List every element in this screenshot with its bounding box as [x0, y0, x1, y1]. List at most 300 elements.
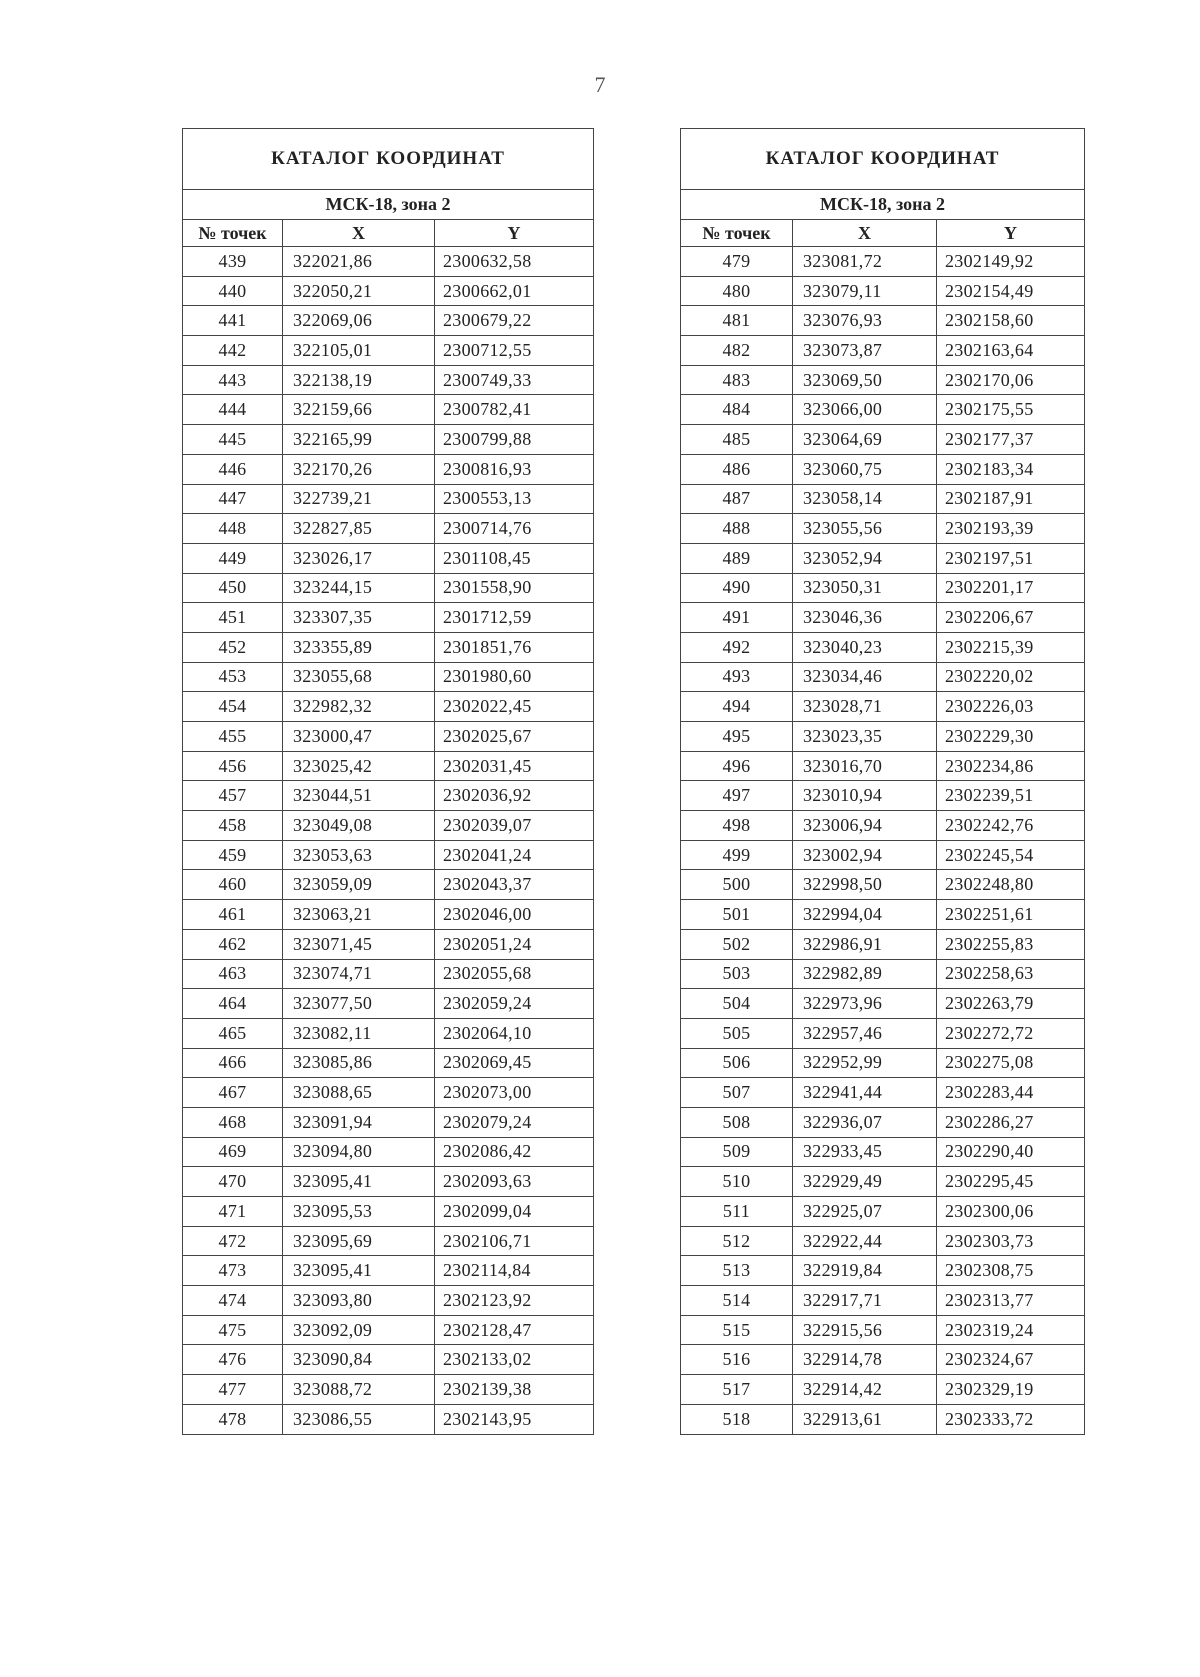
table-row [681, 722, 1085, 752]
point-number-cell: 448 [183, 514, 283, 544]
x-coordinate-cell: 323095,41 [283, 1256, 435, 1286]
x-coordinate-cell: 322915,56 [793, 1315, 937, 1345]
table-body [183, 247, 594, 1435]
point-number-cell: 484 [681, 395, 793, 425]
table-row [183, 1197, 594, 1227]
y-coordinate-cell: 2300816,93 [435, 454, 594, 484]
table-row [681, 514, 1085, 544]
x-coordinate-cell: 323092,09 [283, 1315, 435, 1345]
y-coordinate-cell: 2300749,33 [435, 365, 594, 395]
y-coordinate-cell: 2302303,73 [937, 1226, 1085, 1256]
table-row [681, 603, 1085, 633]
point-number-cell: 512 [681, 1226, 793, 1256]
coordinate-catalog-table-2 [680, 128, 1085, 1435]
y-coordinate-cell: 2302308,75 [937, 1256, 1085, 1286]
y-coordinate-cell: 2302025,67 [435, 722, 594, 752]
table-row [183, 900, 594, 930]
table-row [681, 306, 1085, 336]
x-coordinate-cell: 322165,99 [283, 425, 435, 455]
table-row [681, 1078, 1085, 1108]
y-coordinate-cell: 2302059,24 [435, 989, 594, 1019]
point-number-cell: 476 [183, 1345, 283, 1375]
x-coordinate-cell: 323086,55 [283, 1404, 435, 1434]
y-coordinate-cell: 2302193,39 [937, 514, 1085, 544]
table-row [681, 751, 1085, 781]
y-coordinate-cell: 2301558,90 [435, 573, 594, 603]
x-coordinate-cell: 323040,23 [793, 632, 937, 662]
table-row [681, 395, 1085, 425]
y-coordinate-cell: 2302036,92 [435, 781, 594, 811]
coordinate-catalog-table-1 [182, 128, 594, 1435]
point-number-cell: 514 [681, 1286, 793, 1316]
x-coordinate-cell: 323059,09 [283, 870, 435, 900]
x-coordinate-cell: 322952,99 [793, 1048, 937, 1078]
x-coordinate-cell: 322941,44 [793, 1078, 937, 1108]
x-coordinate-cell: 323082,11 [283, 1018, 435, 1048]
x-coordinate-cell: 323002,94 [793, 840, 937, 870]
x-coordinate-cell: 322936,07 [793, 1107, 937, 1137]
y-coordinate-cell: 2302039,07 [435, 811, 594, 841]
column-header-y: Y [435, 220, 594, 247]
point-number-cell: 452 [183, 632, 283, 662]
point-number-cell: 468 [183, 1107, 283, 1137]
y-coordinate-cell: 2302263,79 [937, 989, 1085, 1019]
x-coordinate-cell: 322957,46 [793, 1018, 937, 1048]
y-coordinate-cell: 2302242,76 [937, 811, 1085, 841]
x-coordinate-cell: 323073,87 [793, 336, 937, 366]
x-coordinate-cell: 323044,51 [283, 781, 435, 811]
table-row [681, 840, 1085, 870]
x-coordinate-cell: 322914,42 [793, 1375, 937, 1405]
y-coordinate-cell: 2302234,86 [937, 751, 1085, 781]
catalog-title: КАТАЛОГ КООРДИНАТ [681, 129, 1085, 190]
y-coordinate-cell: 2302290,40 [937, 1137, 1085, 1167]
x-coordinate-cell: 322982,89 [793, 959, 937, 989]
y-coordinate-cell: 2302041,24 [435, 840, 594, 870]
point-number-cell: 507 [681, 1078, 793, 1108]
table-row [183, 722, 594, 752]
x-coordinate-cell: 323095,69 [283, 1226, 435, 1256]
x-coordinate-cell: 323093,80 [283, 1286, 435, 1316]
table-row [681, 900, 1085, 930]
table-row [183, 1167, 594, 1197]
point-number-cell: 486 [681, 454, 793, 484]
x-coordinate-cell: 322922,44 [793, 1226, 937, 1256]
x-coordinate-cell: 322069,06 [283, 306, 435, 336]
point-number-cell: 450 [183, 573, 283, 603]
x-coordinate-cell: 323025,42 [283, 751, 435, 781]
point-number-cell: 509 [681, 1137, 793, 1167]
x-coordinate-cell: 323077,50 [283, 989, 435, 1019]
y-coordinate-cell: 2302106,71 [435, 1226, 594, 1256]
y-coordinate-cell: 2302163,64 [937, 336, 1085, 366]
point-number-cell: 492 [681, 632, 793, 662]
point-number-cell: 460 [183, 870, 283, 900]
x-coordinate-cell: 323074,71 [283, 959, 435, 989]
x-coordinate-cell: 323355,89 [283, 632, 435, 662]
x-coordinate-cell: 323049,08 [283, 811, 435, 841]
x-coordinate-cell: 323066,00 [793, 395, 937, 425]
table-row [681, 425, 1085, 455]
x-coordinate-cell: 323064,69 [793, 425, 937, 455]
point-number-cell: 444 [183, 395, 283, 425]
point-number-cell: 487 [681, 484, 793, 514]
y-coordinate-cell: 2302324,67 [937, 1345, 1085, 1375]
table-row [681, 1107, 1085, 1137]
x-coordinate-cell: 323091,94 [283, 1107, 435, 1137]
table-row [183, 1018, 594, 1048]
point-number-cell: 502 [681, 929, 793, 959]
table-row [183, 247, 594, 277]
y-coordinate-cell: 2302022,45 [435, 692, 594, 722]
x-coordinate-cell: 323090,84 [283, 1345, 435, 1375]
table-row [681, 276, 1085, 306]
point-number-cell: 466 [183, 1048, 283, 1078]
table-row [681, 1226, 1085, 1256]
table-row [681, 1315, 1085, 1345]
table-row [183, 543, 594, 573]
y-coordinate-cell: 2302187,91 [937, 484, 1085, 514]
table-row [183, 1404, 594, 1434]
x-coordinate-cell: 323052,94 [793, 543, 937, 573]
y-coordinate-cell: 2302177,37 [937, 425, 1085, 455]
point-number-cell: 513 [681, 1256, 793, 1286]
y-coordinate-cell: 2300714,76 [435, 514, 594, 544]
table-row [183, 514, 594, 544]
table-row [183, 781, 594, 811]
table-row [183, 603, 594, 633]
table-row [183, 751, 594, 781]
table-row [681, 1256, 1085, 1286]
y-coordinate-cell: 2302275,08 [937, 1048, 1085, 1078]
point-number-cell: 511 [681, 1197, 793, 1227]
y-coordinate-cell: 2302114,84 [435, 1256, 594, 1286]
table-row [681, 1345, 1085, 1375]
x-coordinate-cell: 322827,85 [283, 514, 435, 544]
table-row [681, 336, 1085, 366]
x-coordinate-cell: 322917,71 [793, 1286, 937, 1316]
point-number-cell: 488 [681, 514, 793, 544]
table-row [183, 1375, 594, 1405]
point-number-cell: 453 [183, 662, 283, 692]
x-coordinate-cell: 323088,72 [283, 1375, 435, 1405]
point-number-cell: 447 [183, 484, 283, 514]
table-row [681, 365, 1085, 395]
point-number-cell: 462 [183, 929, 283, 959]
y-coordinate-cell: 2302069,45 [435, 1048, 594, 1078]
y-coordinate-cell: 2302133,02 [435, 1345, 594, 1375]
x-coordinate-cell: 322739,21 [283, 484, 435, 514]
x-coordinate-cell: 322159,66 [283, 395, 435, 425]
table-row [183, 1315, 594, 1345]
table-row [681, 543, 1085, 573]
table-row [183, 1345, 594, 1375]
x-coordinate-cell: 323060,75 [793, 454, 937, 484]
y-coordinate-cell: 2302149,92 [937, 247, 1085, 277]
point-number-cell: 441 [183, 306, 283, 336]
x-coordinate-cell: 322929,49 [793, 1167, 937, 1197]
point-number-cell: 491 [681, 603, 793, 633]
point-number-cell: 501 [681, 900, 793, 930]
table-row [183, 454, 594, 484]
table-row [183, 929, 594, 959]
table-row [183, 1286, 594, 1316]
y-coordinate-cell: 2302313,77 [937, 1286, 1085, 1316]
x-coordinate-cell: 323053,63 [283, 840, 435, 870]
y-coordinate-cell: 2301712,59 [435, 603, 594, 633]
table-row [183, 1107, 594, 1137]
point-number-cell: 455 [183, 722, 283, 752]
point-number-cell: 473 [183, 1256, 283, 1286]
table-row [183, 989, 594, 1019]
point-number-cell: 463 [183, 959, 283, 989]
x-coordinate-cell: 323046,36 [793, 603, 937, 633]
point-number-cell: 500 [681, 870, 793, 900]
table-row [183, 811, 594, 841]
y-coordinate-cell: 2302295,45 [937, 1167, 1085, 1197]
y-coordinate-cell: 2302220,02 [937, 662, 1085, 692]
point-number-cell: 508 [681, 1107, 793, 1137]
point-number-cell: 482 [681, 336, 793, 366]
point-number-cell: 498 [681, 811, 793, 841]
point-number-cell: 471 [183, 1197, 283, 1227]
y-coordinate-cell: 2302283,44 [937, 1078, 1085, 1108]
y-coordinate-cell: 2302333,72 [937, 1404, 1085, 1434]
point-number-cell: 446 [183, 454, 283, 484]
table-row [183, 1078, 594, 1108]
table-row [183, 276, 594, 306]
x-coordinate-cell: 323085,86 [283, 1048, 435, 1078]
y-coordinate-cell: 2302258,63 [937, 959, 1085, 989]
y-coordinate-cell: 2300712,55 [435, 336, 594, 366]
table-row [183, 692, 594, 722]
y-coordinate-cell: 2300782,41 [435, 395, 594, 425]
y-coordinate-cell: 2302206,67 [937, 603, 1085, 633]
point-number-cell: 494 [681, 692, 793, 722]
table-row [681, 1048, 1085, 1078]
x-coordinate-cell: 323000,47 [283, 722, 435, 752]
y-coordinate-cell: 2301108,45 [435, 543, 594, 573]
point-number-cell: 483 [681, 365, 793, 395]
y-coordinate-cell: 2302239,51 [937, 781, 1085, 811]
y-coordinate-cell: 2302158,60 [937, 306, 1085, 336]
y-coordinate-cell: 2302319,24 [937, 1315, 1085, 1345]
y-coordinate-cell: 2302286,27 [937, 1107, 1085, 1137]
point-number-cell: 454 [183, 692, 283, 722]
table-row [183, 840, 594, 870]
y-coordinate-cell: 2302248,80 [937, 870, 1085, 900]
page-number: 7 [594, 72, 606, 97]
table-row [183, 336, 594, 366]
x-coordinate-cell: 323010,94 [793, 781, 937, 811]
y-coordinate-cell: 2302046,00 [435, 900, 594, 930]
table-row [681, 1197, 1085, 1227]
point-number-cell: 458 [183, 811, 283, 841]
y-coordinate-cell: 2300553,13 [435, 484, 594, 514]
table-row [681, 1286, 1085, 1316]
table-row [183, 484, 594, 514]
x-coordinate-cell: 323023,35 [793, 722, 937, 752]
point-number-cell: 470 [183, 1167, 283, 1197]
coordinate-system-label: МСК-18, зона 2 [183, 190, 594, 220]
table-row [183, 1048, 594, 1078]
x-coordinate-cell: 323058,14 [793, 484, 937, 514]
table-row [183, 573, 594, 603]
y-coordinate-cell: 2302300,06 [937, 1197, 1085, 1227]
y-coordinate-cell: 2302099,04 [435, 1197, 594, 1227]
point-number-cell: 516 [681, 1345, 793, 1375]
x-coordinate-cell: 323081,72 [793, 247, 937, 277]
y-coordinate-cell: 2300662,01 [435, 276, 594, 306]
x-coordinate-cell: 323028,71 [793, 692, 937, 722]
y-coordinate-cell: 2302143,95 [435, 1404, 594, 1434]
x-coordinate-cell: 322998,50 [793, 870, 937, 900]
x-coordinate-cell: 322914,78 [793, 1345, 937, 1375]
table-row [681, 929, 1085, 959]
point-number-cell: 503 [681, 959, 793, 989]
point-number-cell: 449 [183, 543, 283, 573]
x-coordinate-cell: 322913,61 [793, 1404, 937, 1434]
point-number-cell: 481 [681, 306, 793, 336]
x-coordinate-cell: 323307,35 [283, 603, 435, 633]
y-coordinate-cell: 2302272,72 [937, 1018, 1085, 1048]
y-coordinate-cell: 2302329,19 [937, 1375, 1085, 1405]
point-number-cell: 474 [183, 1286, 283, 1316]
y-coordinate-cell: 2300679,22 [435, 306, 594, 336]
y-coordinate-cell: 2301980,60 [435, 662, 594, 692]
point-number-cell: 477 [183, 1375, 283, 1405]
table-row [681, 1404, 1085, 1434]
y-coordinate-cell: 2300799,88 [435, 425, 594, 455]
table-row [183, 1256, 594, 1286]
x-coordinate-cell: 323016,70 [793, 751, 937, 781]
x-coordinate-cell: 323026,17 [283, 543, 435, 573]
x-coordinate-cell: 323063,21 [283, 900, 435, 930]
point-number-cell: 475 [183, 1315, 283, 1345]
table-row [681, 989, 1085, 1019]
column-header-y: Y [937, 220, 1085, 247]
x-coordinate-cell: 323088,65 [283, 1078, 435, 1108]
y-coordinate-cell: 2302043,37 [435, 870, 594, 900]
y-coordinate-cell: 2302170,06 [937, 365, 1085, 395]
y-coordinate-cell: 2302051,24 [435, 929, 594, 959]
point-number-cell: 461 [183, 900, 283, 930]
table-row [183, 870, 594, 900]
y-coordinate-cell: 2302154,49 [937, 276, 1085, 306]
point-number-cell: 515 [681, 1315, 793, 1345]
point-number-cell: 443 [183, 365, 283, 395]
y-coordinate-cell: 2302229,30 [937, 722, 1085, 752]
x-coordinate-cell: 323069,50 [793, 365, 937, 395]
table-row [183, 1226, 594, 1256]
table-row [681, 573, 1085, 603]
y-coordinate-cell: 2302201,17 [937, 573, 1085, 603]
y-coordinate-cell: 2302079,24 [435, 1107, 594, 1137]
y-coordinate-cell: 2302123,92 [435, 1286, 594, 1316]
x-coordinate-cell: 323034,46 [793, 662, 937, 692]
x-coordinate-cell: 322138,19 [283, 365, 435, 395]
point-number-cell: 518 [681, 1404, 793, 1434]
y-coordinate-cell: 2302197,51 [937, 543, 1085, 573]
point-number-cell: 442 [183, 336, 283, 366]
column-header-x: X [793, 220, 937, 247]
table-row [681, 1018, 1085, 1048]
table-row [183, 365, 594, 395]
x-coordinate-cell: 323095,41 [283, 1167, 435, 1197]
table-row [183, 395, 594, 425]
y-coordinate-cell: 2301851,76 [435, 632, 594, 662]
x-coordinate-cell: 322105,01 [283, 336, 435, 366]
point-number-cell: 440 [183, 276, 283, 306]
table-row [681, 811, 1085, 841]
y-coordinate-cell: 2302215,39 [937, 632, 1085, 662]
table-row [183, 1137, 594, 1167]
x-coordinate-cell: 323071,45 [283, 929, 435, 959]
y-coordinate-cell: 2302055,68 [435, 959, 594, 989]
x-coordinate-cell: 323050,31 [793, 573, 937, 603]
y-coordinate-cell: 2302031,45 [435, 751, 594, 781]
point-number-cell: 506 [681, 1048, 793, 1078]
point-number-cell: 504 [681, 989, 793, 1019]
x-coordinate-cell: 322933,45 [793, 1137, 937, 1167]
coordinate-system-label: МСК-18, зона 2 [681, 190, 1085, 220]
table-row [681, 692, 1085, 722]
point-number-cell: 480 [681, 276, 793, 306]
table-row [681, 959, 1085, 989]
point-number-cell: 472 [183, 1226, 283, 1256]
y-coordinate-cell: 2302064,10 [435, 1018, 594, 1048]
table-row [681, 247, 1085, 277]
point-number-cell: 451 [183, 603, 283, 633]
x-coordinate-cell: 323076,93 [793, 306, 937, 336]
column-header-point-number: № точек [183, 220, 283, 247]
point-number-cell: 467 [183, 1078, 283, 1108]
x-coordinate-cell: 322021,86 [283, 247, 435, 277]
table-row [681, 632, 1085, 662]
catalog-title: КАТАЛОГ КООРДИНАТ [183, 129, 594, 190]
point-number-cell: 505 [681, 1018, 793, 1048]
y-coordinate-cell: 2302086,42 [435, 1137, 594, 1167]
x-coordinate-cell: 322170,26 [283, 454, 435, 484]
point-number-cell: 456 [183, 751, 283, 781]
point-number-cell: 490 [681, 573, 793, 603]
point-number-cell: 517 [681, 1375, 793, 1405]
y-coordinate-cell: 2300632,58 [435, 247, 594, 277]
table-row [681, 870, 1085, 900]
y-coordinate-cell: 2302245,54 [937, 840, 1085, 870]
x-coordinate-cell: 322919,84 [793, 1256, 937, 1286]
x-coordinate-cell: 322994,04 [793, 900, 937, 930]
y-coordinate-cell: 2302175,55 [937, 395, 1085, 425]
column-header-point-number: № точек [681, 220, 793, 247]
x-coordinate-cell: 323244,15 [283, 573, 435, 603]
table-row [681, 454, 1085, 484]
table-row [681, 1375, 1085, 1405]
table-row [681, 484, 1085, 514]
point-number-cell: 459 [183, 840, 283, 870]
x-coordinate-cell: 322050,21 [283, 276, 435, 306]
table-row [183, 959, 594, 989]
table-row [681, 662, 1085, 692]
table-row [681, 781, 1085, 811]
x-coordinate-cell: 323094,80 [283, 1137, 435, 1167]
point-number-cell: 495 [681, 722, 793, 752]
table-body [681, 247, 1085, 1435]
x-coordinate-cell: 323079,11 [793, 276, 937, 306]
point-number-cell: 469 [183, 1137, 283, 1167]
point-number-cell: 499 [681, 840, 793, 870]
y-coordinate-cell: 2302093,63 [435, 1167, 594, 1197]
